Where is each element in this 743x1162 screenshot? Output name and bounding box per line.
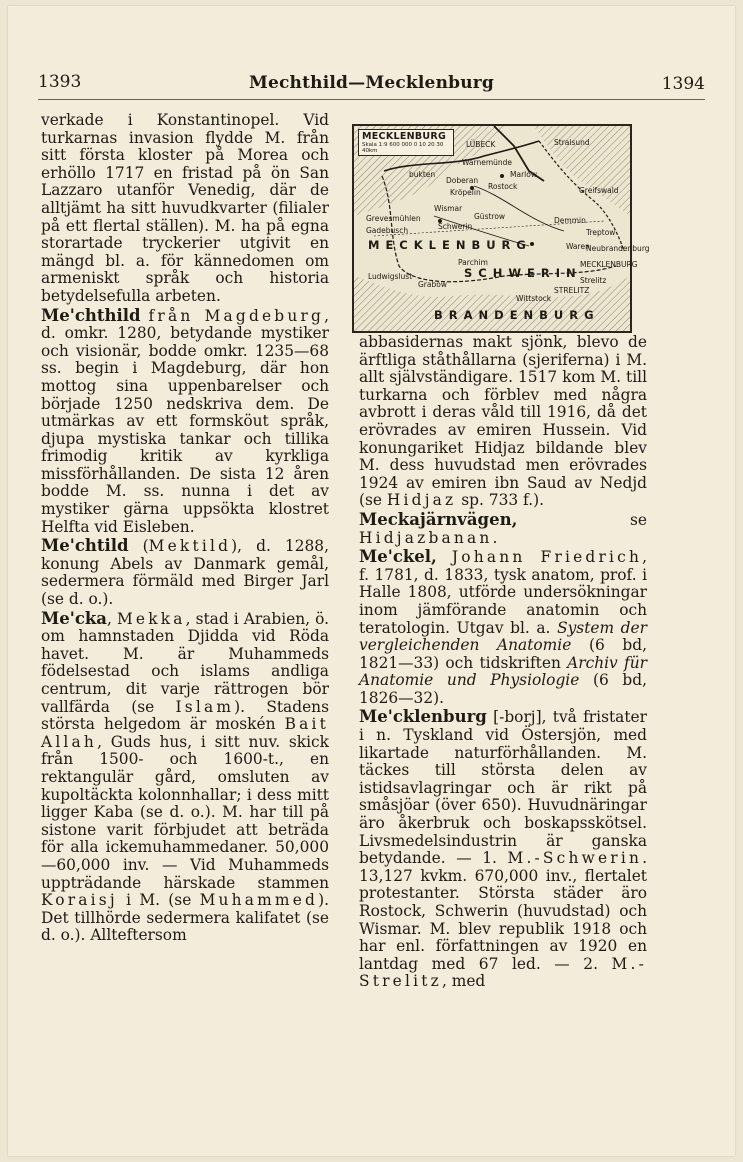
- entry-mecka: Me'cka, Mekka, stad i Arabien, ö. om hamnstaden Djidda vid Röda havet. M. är Muhammeds födelsestad och islams andliga centrum, dit varje rättrogen bör vallfärda (se Islam). Stadens största helgedom är moskén Bait Allah, Guds hus, i sitt nuv. skick från 1500- och 1600-t., en rektangulär gård, omsluten av kupoltäckta kolonnhallar; i dess mitt ligger Kaba (se d. o.). M. har till på sistone varit förbjudet att beträda för alla ickemuhammedaner. 50,000—60,000 inv. — Vid Muhammeds uppträdande härskade stammen Koraisj i M. (se Muhammed). Det tillhörde sedermera kalifatet (se d. o.). Allteftersom: [41, 608, 329, 945]
- mecklenburg-map: MECKLENBURG Skala 1:9 600 000 0 10 20 30 40km bukten Warnemünde LÜBECK Doberan Kröpelin Rostock Marlow Stralsund Greifswald Wismar Grevesmühlen Güstrow Gadebusch Schwerin Demmin Treptow Waren Neubrandenburg Parchim MECKLENBURG Ludwigslust Grabow Wittstock Strelitz STRELITZ MECKLENBURG SCHWERIN BRANDENBURG: [352, 124, 632, 333]
- page-number-left: 1393: [38, 72, 82, 92]
- page-title: Mechthild—Mecklenburg: [248, 73, 495, 93]
- column-right: [359, 334, 647, 992]
- column-left: [41, 112, 329, 946]
- entry-mechthild: Me'chthild från Magdeburg, d. omkr. 1280, betydande mystiker och visionär, bodde omkr. 1235—68 ss. begin i Magdeburg, där hon mottog sina uppenbarelser och började 1250 nedskriva dem. De utmärkas av ett formsköut språk, djupa mystiska tankar och tillika frimodig kritik av kyrkliga missförhållanden. De sista 12 åren bodde M. ss. nunna i det av mystiker gärna uppsökta klostret Helfta vid Eisleben.: [41, 305, 329, 536]
- entry-mechtild: Me'chtild (Mektild), d. 1288, konung Abels av Danmark gemål, sedermera förmäld med Birger Jarl (se d. o.).: [41, 536, 329, 609]
- entry-mecka-continued: abbasidernas makt sjönk, blevo de ärftliga ståthållarna (sjeriferna) i M. allt självständigare. 1517 kom M. till turkarna och förblev med några avbrott i deras våld till 1916, då det erövrades av emiren Hussein. Vid konungariket Hidjaz bildande blev M. dess huvudstad men erövrades 1924 av emiren ibn Saud av Nedjd (se Hidjaz sp. 733 f.).: [359, 333, 647, 510]
- entry-meckel: Me'ckel, Johann Friedrich, f. 1781, d. 1833, tysk anatom, prof. i Halle 1808, utförde undersökningar inom jämförande anatomin och teratologin. Utgav bl. a. System der vergleichenden Anatomie (6 bd, 1821—33) och tidskriften Archiv für Anatomie und Physiologie (6 bd, 1826—32).: [359, 547, 648, 707]
- page-number-right: 1394: [661, 74, 705, 94]
- running-header: [38, 68, 705, 98]
- header-rule: [38, 99, 705, 100]
- entry-continuation: verkade i Konstantinopel. Vid turkarnas invasion flydde M. från sitt första kloster på Morea och erhöllo 1717 en fristad på ön San Lazzaro utanför Venedig, där de alltjämt ha sitt huvudkvarter (filialer på ett flertal ställen). M. ha på egna storartade tryckerier utgivit en mängd bl. a. för kännedomen om armeniskt språk och historia betydelsefulla arbeten.: [41, 111, 329, 305]
- entry-meckajarnvagen: Meckajärnvägen, se Hidjazbanan.: [359, 509, 647, 547]
- entry-mecklenburg: Me'cklenburg [-borj], två fristater i n. Tyskland vid Östersjön, med likartade naturförhållanden. M. täckes till största delen av istidsavlagringar och är rikt på småsjöar (över 650). Huvudnäringar äro åkerbruk och boskapsskötsel. Livsmedelsindustrin är ganska betydande. — 1. M.-Schwerin. 13,127 kvkm. 670,000 inv., flertalet protestanter. Största städer äro Rostock, Schwerin (huvudstad) och Wismar. M. blev republik 1918 och har enl. författningen av 1920 en lantdag med 67 led. — 2. M.-Strelitz, med: [359, 707, 647, 991]
- map-title: MECKLENBURG Skala 1:9 600 000 0 10 20 30 40km: [358, 129, 454, 156]
